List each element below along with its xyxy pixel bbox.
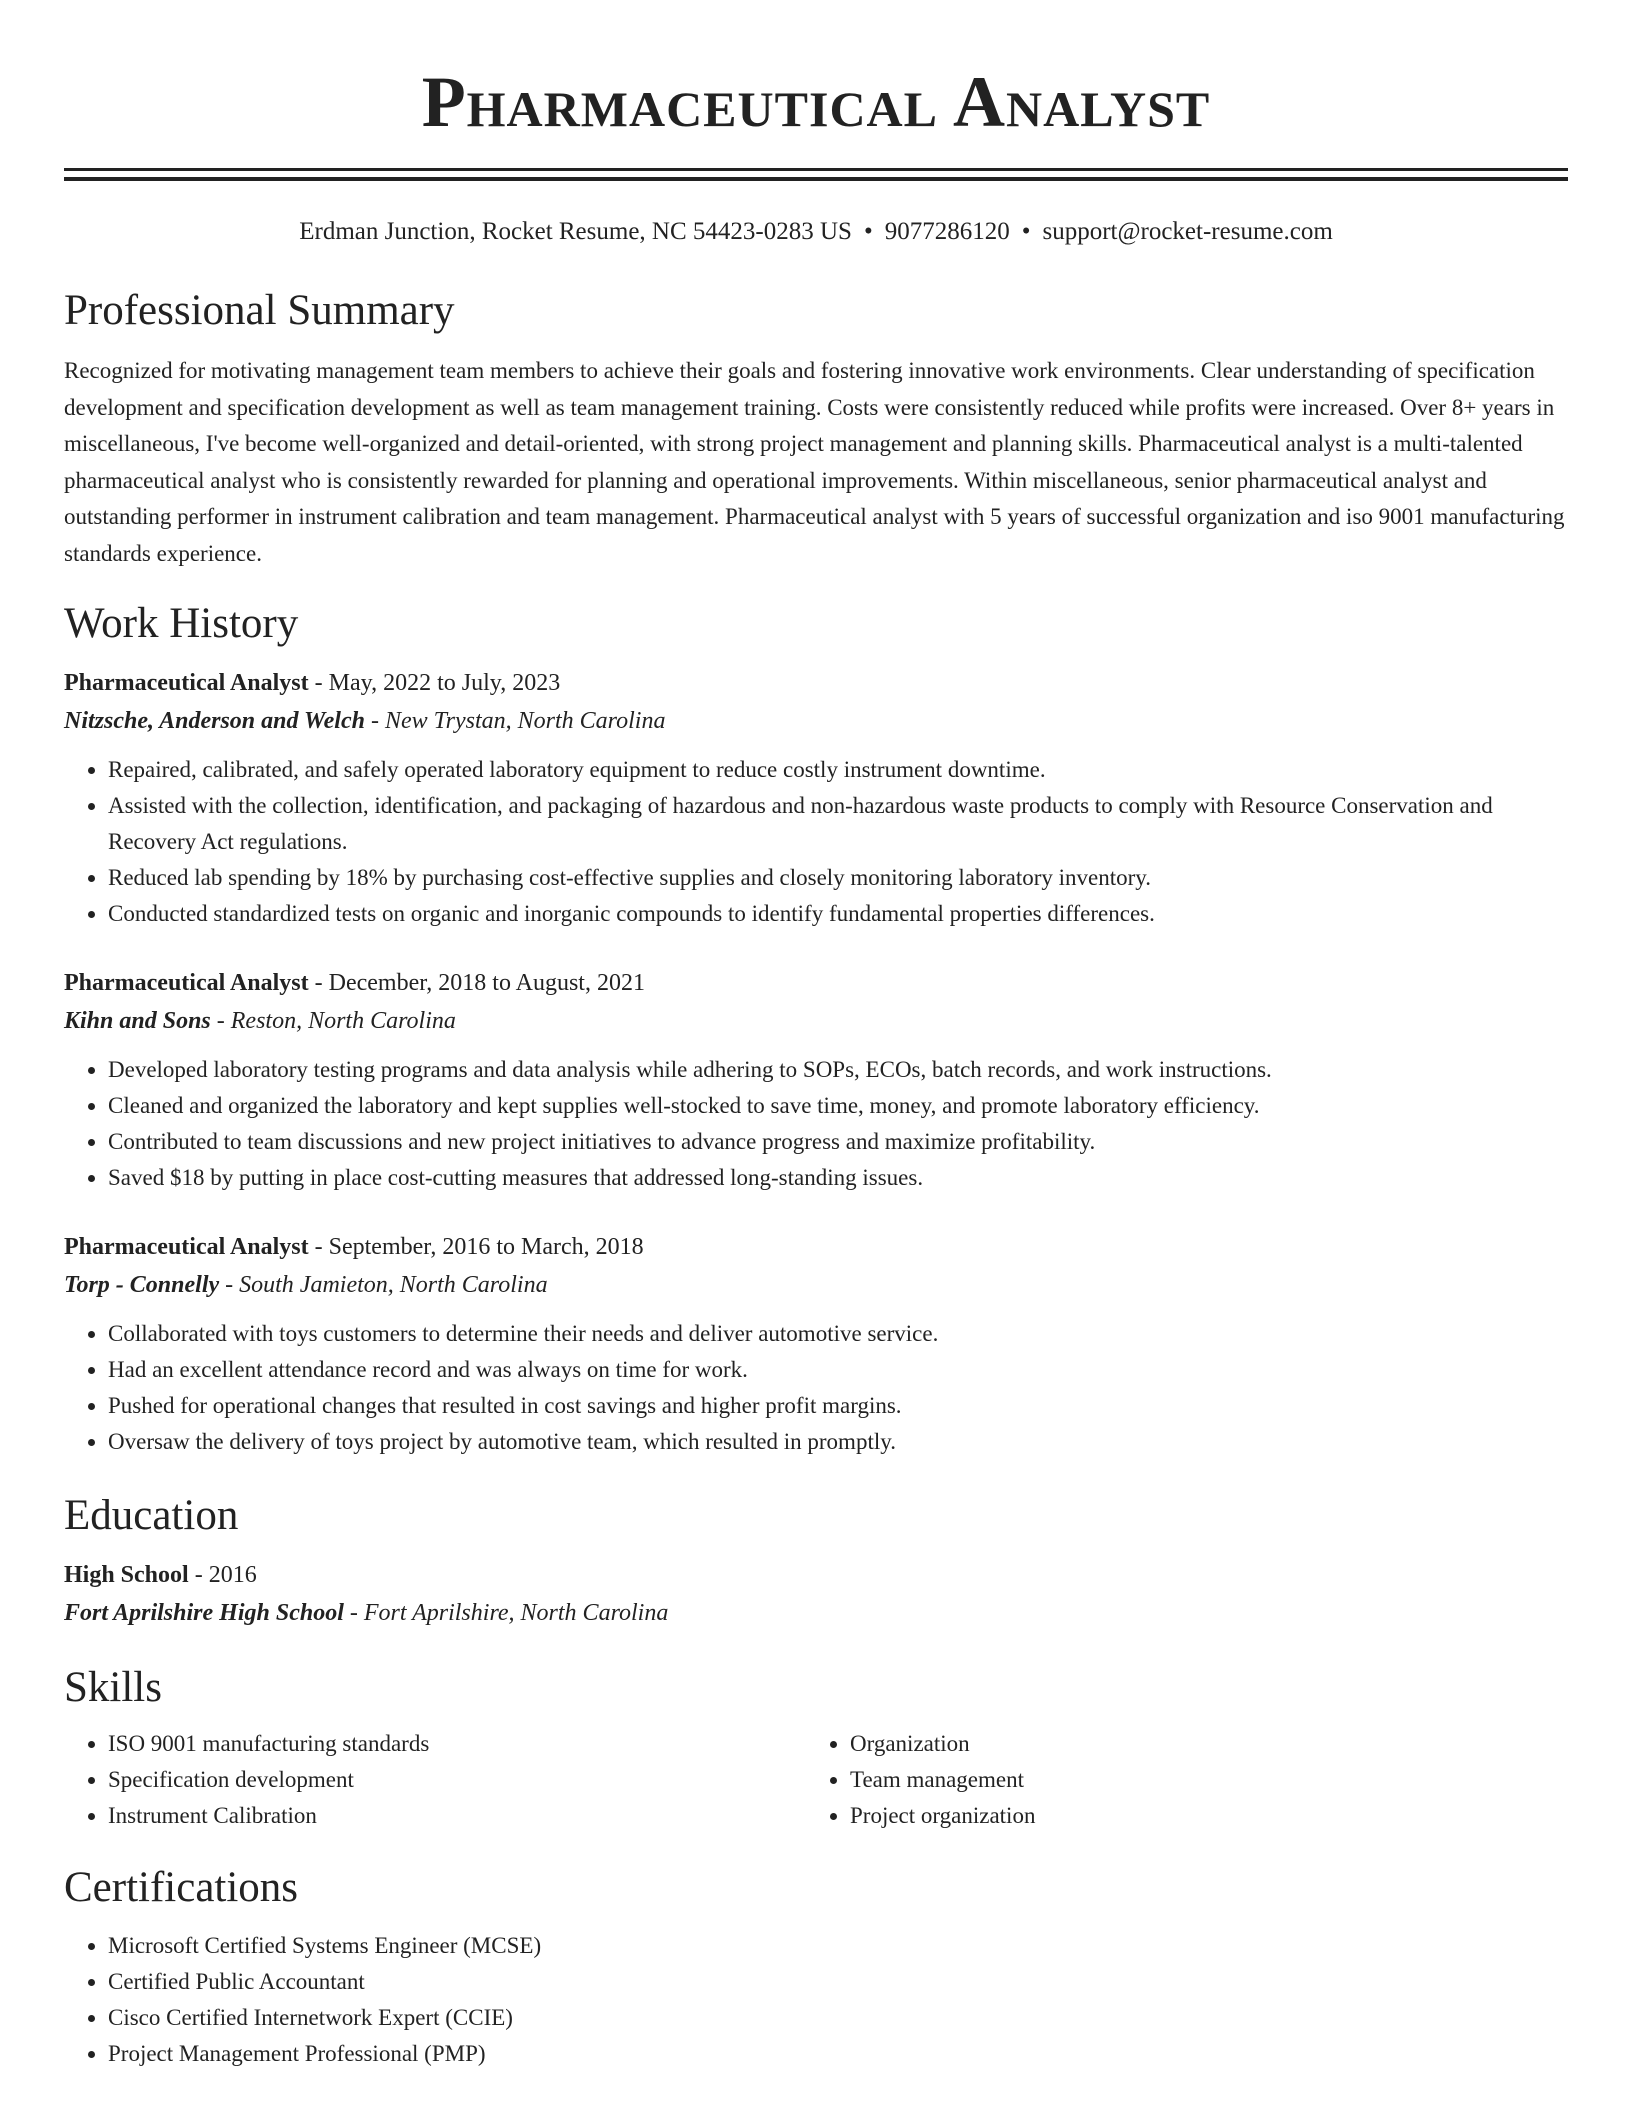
list-item: • Developed laboratory testing programs and data analysis while adhering to SOPs, ECOs, batch records, and work instructions. [108,1052,1568,1088]
school-name: Fort Aprilshire High School [64,1600,344,1626]
job-dates: September, 2016 to March, 2018 [328,1234,644,1260]
list-item: • ISO 9001 manufacturing standards [108,1726,806,1762]
job-dash: - [308,1234,329,1260]
job-title: Pharmaceutical Analyst [64,970,309,996]
contact-email[interactable]: support@rocket-resume.com [1042,218,1333,245]
list-item: • Collaborated with toys customers to determine their needs and deliver automotive service. [108,1316,1568,1352]
company-location: South Jamieton, North Carolina [239,1272,548,1298]
job-title: Pharmaceutical Analyst [64,1234,309,1260]
list-item: • Project Management Professional (PMP) [108,2036,1568,2072]
school-location: Fort Aprilshire, North Carolina [363,1600,669,1626]
list-item: • Microsoft Certified Systems Engineer (MCSE) [108,1928,1568,1964]
education-entry [64,1556,1568,1632]
job-title-line [64,664,1568,702]
list-item: • Pushed for operational changes that resulted in cost savings and higher profit margins. [108,1388,1568,1424]
skills-column-right [806,1726,1548,1834]
list-item: • Conducted standardized tests on organic and inorganic compounds to identify fundamental properties differences. [108,896,1568,932]
job-bullets [64,752,1568,932]
list-item: • Team management [850,1762,1548,1798]
list-item: • Certified Public Accountant [108,1964,1568,2000]
summary-heading: Professional Summary [64,287,455,334]
summary-text: Recognized for motivating management team members to achieve their goals and fostering innovative work environments. Clear understanding of specification development and specification development as well as team management training. Costs were consistently reduced while profits were increased. Over 8+ years in miscellaneous, I've become well-organized and detail-oriented, with strong project management and planning skills. Pharmaceutical analyst is a multi-talented pharmaceutical analyst who is consistently rewarded for planning and operational improvements. Within miscellaneous, senior pharmaceutical analyst and outstanding performer in instrument calibration and team management. Pharmaceutical analyst with 5 years of successful organization and iso 9001 manufacturing standards experience. [64,358,1565,566]
company-location: Reston, North Carolina [230,1008,456,1034]
company-name: Nitzsche, Anderson and Welch [64,708,365,734]
list-item: • Cisco Certified Internetwork Expert (CCIE) [108,2000,1568,2036]
list-item: • Reduced lab spending by 18% by purchasing cost-effective supplies and closely monitoring laboratory inventory. [108,860,1568,896]
job-dash: - [219,1272,240,1298]
degree-year: 2016 [208,1562,257,1588]
company-line [64,1266,1568,1304]
job-entry-1 [64,664,1568,932]
contact-separator: • [1021,218,1031,245]
degree-line [64,1556,1568,1594]
certifications-list [64,1928,1568,2072]
education-heading: Education [64,1492,239,1539]
edu-dash: - [188,1562,209,1588]
job-dates: December, 2018 to August, 2021 [328,970,645,996]
list-item: • Oversaw the delivery of toys project by automotive team, which resulted in promptly. [108,1424,1568,1460]
list-item: • Assisted with the collection, identification, and packaging of hazardous and non-hazardous waste products to comply with Resource Conservation and Recovery Act regulations. [108,788,1568,860]
job-bullets [64,1316,1568,1460]
skills-grid [64,1726,1568,1834]
job-entry-3 [64,1228,1568,1460]
list-item: • Had an excellent attendance record and was always on time for work. [108,1352,1568,1388]
school-line [64,1594,1568,1632]
list-item: • Saved $18 by putting in place cost-cutting measures that addressed long-standing issues. [108,1160,1568,1196]
list-item: • Cleaned and organized the laboratory and kept supplies well-stocked to save time, money, and promote laboratory efficiency. [108,1088,1568,1124]
list-item: • Project organization [850,1798,1548,1834]
skills-column-left [64,1726,806,1834]
job-dates: May, 2022 to July, 2023 [328,670,561,696]
job-title-line [64,1228,1568,1266]
title-divider-thin [64,168,1568,171]
job-dash: - [308,970,329,996]
job-title: Pharmaceutical Analyst [64,670,309,696]
job-bullets [64,1052,1568,1196]
job-entry-2 [64,964,1568,1196]
contact-separator: • [863,218,873,245]
company-line [64,1002,1568,1040]
contact-phone[interactable]: 9077286120 [884,218,1010,245]
job-dash: - [364,708,385,734]
company-line [64,702,1568,740]
company-name: Kihn and Sons [64,1008,211,1034]
edu-dash: - [343,1600,364,1626]
certifications-heading: Certifications [64,1864,299,1911]
company-name: Torp - Connelly [64,1272,220,1298]
title-divider-thick [64,177,1568,181]
contact-line [64,215,1568,249]
job-dash: - [308,670,329,696]
page-title: Pharmaceutical Analyst [421,62,1211,142]
list-item: • Instrument Calibration [108,1798,806,1834]
degree: High School [64,1562,189,1588]
work-history-heading: Work History [64,600,299,647]
job-dash: - [210,1008,231,1034]
list-item: • Specification development [108,1762,806,1798]
job-title-line [64,964,1568,1002]
company-location: New Trystan, North Carolina [384,708,666,734]
skills-heading: Skills [64,1664,162,1711]
list-item: • Organization [850,1726,1548,1762]
list-item: • Repaired, calibrated, and safely operated laboratory equipment to reduce costly instrument downtime. [108,752,1568,788]
list-item: • Contributed to team discussions and new project initiatives to advance progress and maximize profitability. [108,1124,1568,1160]
contact-address: Erdman Junction, Rocket Resume, NC 54423-0283 US [299,218,852,245]
